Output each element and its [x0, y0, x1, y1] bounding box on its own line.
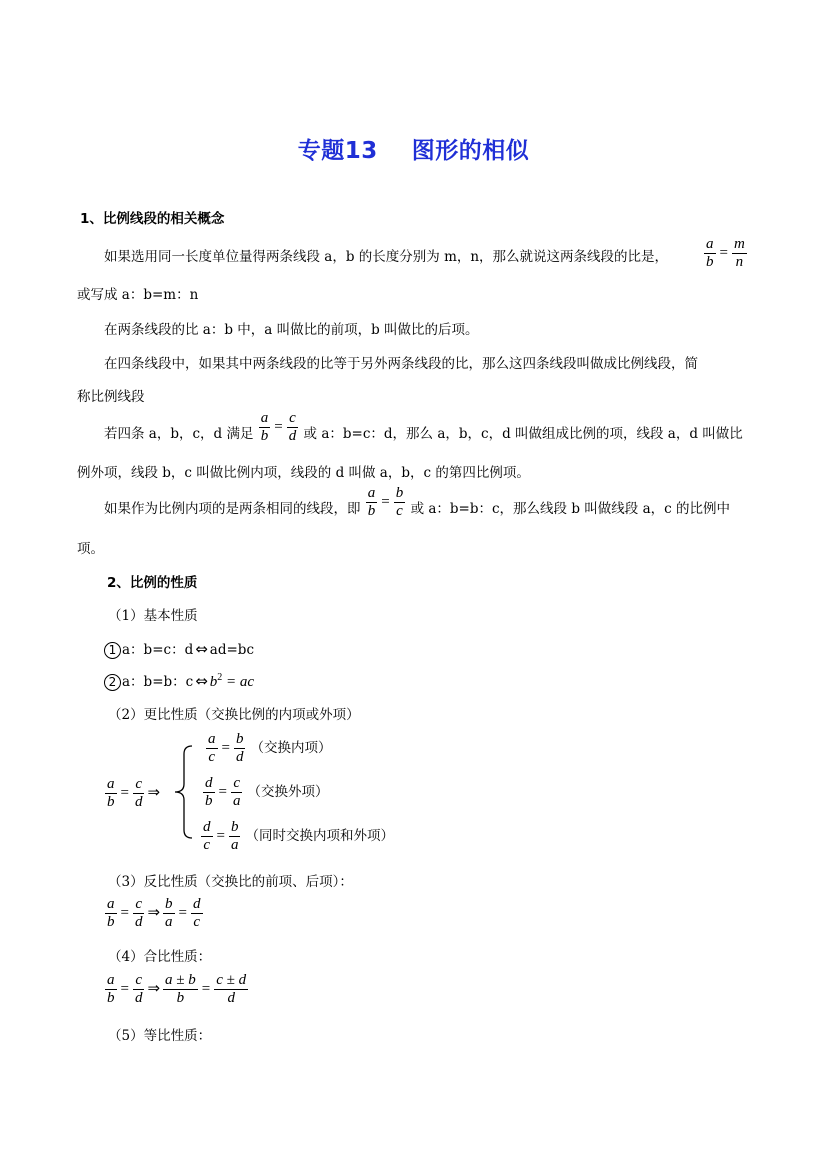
- frac-den: d: [288, 428, 297, 444]
- formula-a-b-eq-c-d: [258, 410, 299, 446]
- inverse-formula: [104, 896, 204, 932]
- frac-num: b: [229, 819, 241, 837]
- b-squared-eq-ac: [210, 674, 254, 690]
- frac-num: b: [163, 896, 175, 914]
- frac-den: d: [134, 990, 143, 1007]
- eq-sign: =: [274, 418, 283, 435]
- item-1-left: a：b=c：d: [122, 642, 194, 658]
- para-4-pre: 若四条 a，b，c，d 满足: [104, 426, 254, 442]
- section-2-heading: 2、比例的性质: [107, 575, 198, 591]
- frac-den: b: [367, 503, 376, 519]
- frac-num: a: [105, 896, 117, 914]
- frac-num: c: [133, 972, 144, 990]
- iff-arrow: ⇔: [195, 640, 208, 658]
- eq-sign: =: [216, 828, 225, 845]
- frac-num: b: [394, 485, 406, 503]
- implies-arrow: ⇒: [147, 903, 161, 922]
- inverse-heading: （3）反比性质（交换比的前项、后项）：: [108, 874, 353, 890]
- eq-sign: =: [221, 740, 230, 757]
- eq-sign: =: [201, 981, 211, 998]
- circled-number-1: 1: [104, 642, 121, 659]
- alt-row-3: [200, 819, 394, 855]
- para-1-cont: 或写成 a：b=m：n: [77, 287, 199, 303]
- alt-lhs: [104, 776, 162, 812]
- sum-formula: [104, 972, 249, 1008]
- frac-den: b: [107, 914, 115, 931]
- eq-sign: =: [120, 785, 129, 802]
- frac-num: d: [203, 775, 215, 793]
- frac-den: d: [227, 990, 235, 1007]
- para-5: [104, 484, 730, 520]
- frac-den: d: [134, 914, 143, 931]
- frac-den: a: [230, 837, 239, 854]
- alt-note-1: （交换内项）: [250, 740, 332, 756]
- frac-num: c: [133, 896, 144, 914]
- implies-arrow: ⇒: [147, 783, 161, 802]
- frac-num: a ± b: [163, 972, 198, 990]
- frac-den: a: [232, 793, 241, 810]
- frac-num: c: [231, 775, 242, 793]
- frac-num: c: [133, 776, 144, 794]
- iff-arrow: ⇔: [195, 672, 208, 690]
- frac-num: d: [191, 896, 203, 914]
- item-2-left: a：b=b：c: [122, 674, 194, 690]
- eq-sign: =: [381, 493, 390, 510]
- frac-den: c: [193, 914, 201, 931]
- exponent: 2: [217, 672, 223, 683]
- title-number: 专题13: [297, 138, 378, 164]
- para-5-pre: 如果作为比例内项的是两条相同的线段，即: [104, 501, 361, 517]
- frac-den: a: [165, 914, 173, 931]
- para-4-line-2: 例外项，线段 b，c 叫做比例内项，线段的 d 叫做 a，b，c 的第四比例项。: [77, 465, 530, 481]
- equal-ratio-heading: （5）等比性质：: [108, 1028, 212, 1044]
- b-var: b: [209, 674, 218, 690]
- para-1: [104, 245, 668, 265]
- frac-num: m: [732, 236, 747, 254]
- frac-den: b: [176, 990, 185, 1007]
- frac-num: b: [234, 731, 246, 749]
- alt-row-1: [205, 731, 331, 767]
- basic-property-heading: （1）基本性质: [108, 608, 198, 624]
- eq-sign: =: [218, 784, 227, 801]
- frac-num: a: [366, 485, 378, 503]
- para-5-line-2: 项。: [77, 541, 104, 557]
- circled-number-2: 2: [104, 674, 121, 691]
- para-5-post: 或 a：b=b：c，那么线段 b 叫做线段 a，c 的比例中: [410, 501, 730, 517]
- alternation-heading: （2）更比性质（交换比例的内项或外项）: [108, 707, 360, 723]
- para-4-post: 或 a：b=c：d，那么 a，b，c，d 叫做组成比例的项，线段 a，d 叫做比: [303, 426, 743, 442]
- frac-den: d: [235, 749, 244, 766]
- frac-den: b: [205, 793, 213, 810]
- eq-sign: =: [120, 905, 129, 922]
- left-brace-icon: [172, 744, 194, 840]
- frac-num: c: [287, 410, 298, 428]
- frac-num: a: [105, 776, 117, 794]
- para-3-line-2: 称比例线段: [77, 389, 145, 405]
- frac-den: b: [107, 990, 115, 1007]
- frac-den: b: [107, 794, 115, 811]
- title-name: 图形的相似: [411, 138, 530, 164]
- basic-item-2: [104, 670, 254, 691]
- frac-den: n: [735, 254, 744, 271]
- alt-row-2: [202, 775, 328, 811]
- basic-item-1: [104, 638, 254, 659]
- implies-arrow: ⇒: [147, 979, 161, 998]
- frac-num: c ± d: [214, 972, 248, 990]
- eq-sign: =: [719, 245, 728, 262]
- eq-sign: =: [120, 981, 129, 998]
- section-1-heading: 1、比例线段的相关概念: [80, 211, 225, 227]
- frac-den: d: [134, 794, 143, 811]
- sum-heading: （4）合比性质：: [108, 949, 212, 965]
- alt-note-2: （交换外项）: [247, 784, 329, 800]
- eq-ac: = ac: [226, 674, 255, 690]
- para-2: 在两条线段的比 a：b 中，a 叫做比的前项，b 叫做比的后项。: [104, 322, 479, 338]
- frac-num: d: [201, 819, 213, 837]
- frac-den: c: [208, 749, 216, 766]
- para-3-line-1: 在四条线段中，如果其中两条线段的比等于另外两条线段的比，那么这四条线段叫做成比例线段，简: [104, 356, 698, 372]
- eq-sign: =: [178, 905, 188, 922]
- frac-den: b: [260, 428, 269, 444]
- frac-num: a: [259, 410, 271, 428]
- alt-note-3: （同时交换内项和外项）: [245, 828, 394, 844]
- page-title: [0, 132, 827, 165]
- frac-num: a: [704, 236, 716, 254]
- frac-num: a: [206, 731, 218, 749]
- para-1-text: 如果选用同一长度单位量得两条线段 a，b 的长度分别为 m，n，那么就说这两条线段的比是，: [104, 249, 669, 265]
- item-1-right: ad=bc: [209, 642, 255, 658]
- frac-den: c: [203, 837, 211, 854]
- frac-num: a: [105, 972, 117, 990]
- formula-a-b-eq-b-c: [365, 485, 406, 521]
- formula-a-b-eq-m-n: [703, 236, 748, 272]
- para-4: [104, 409, 743, 445]
- frac-den: b: [706, 254, 714, 271]
- frac-den: c: [396, 503, 403, 519]
